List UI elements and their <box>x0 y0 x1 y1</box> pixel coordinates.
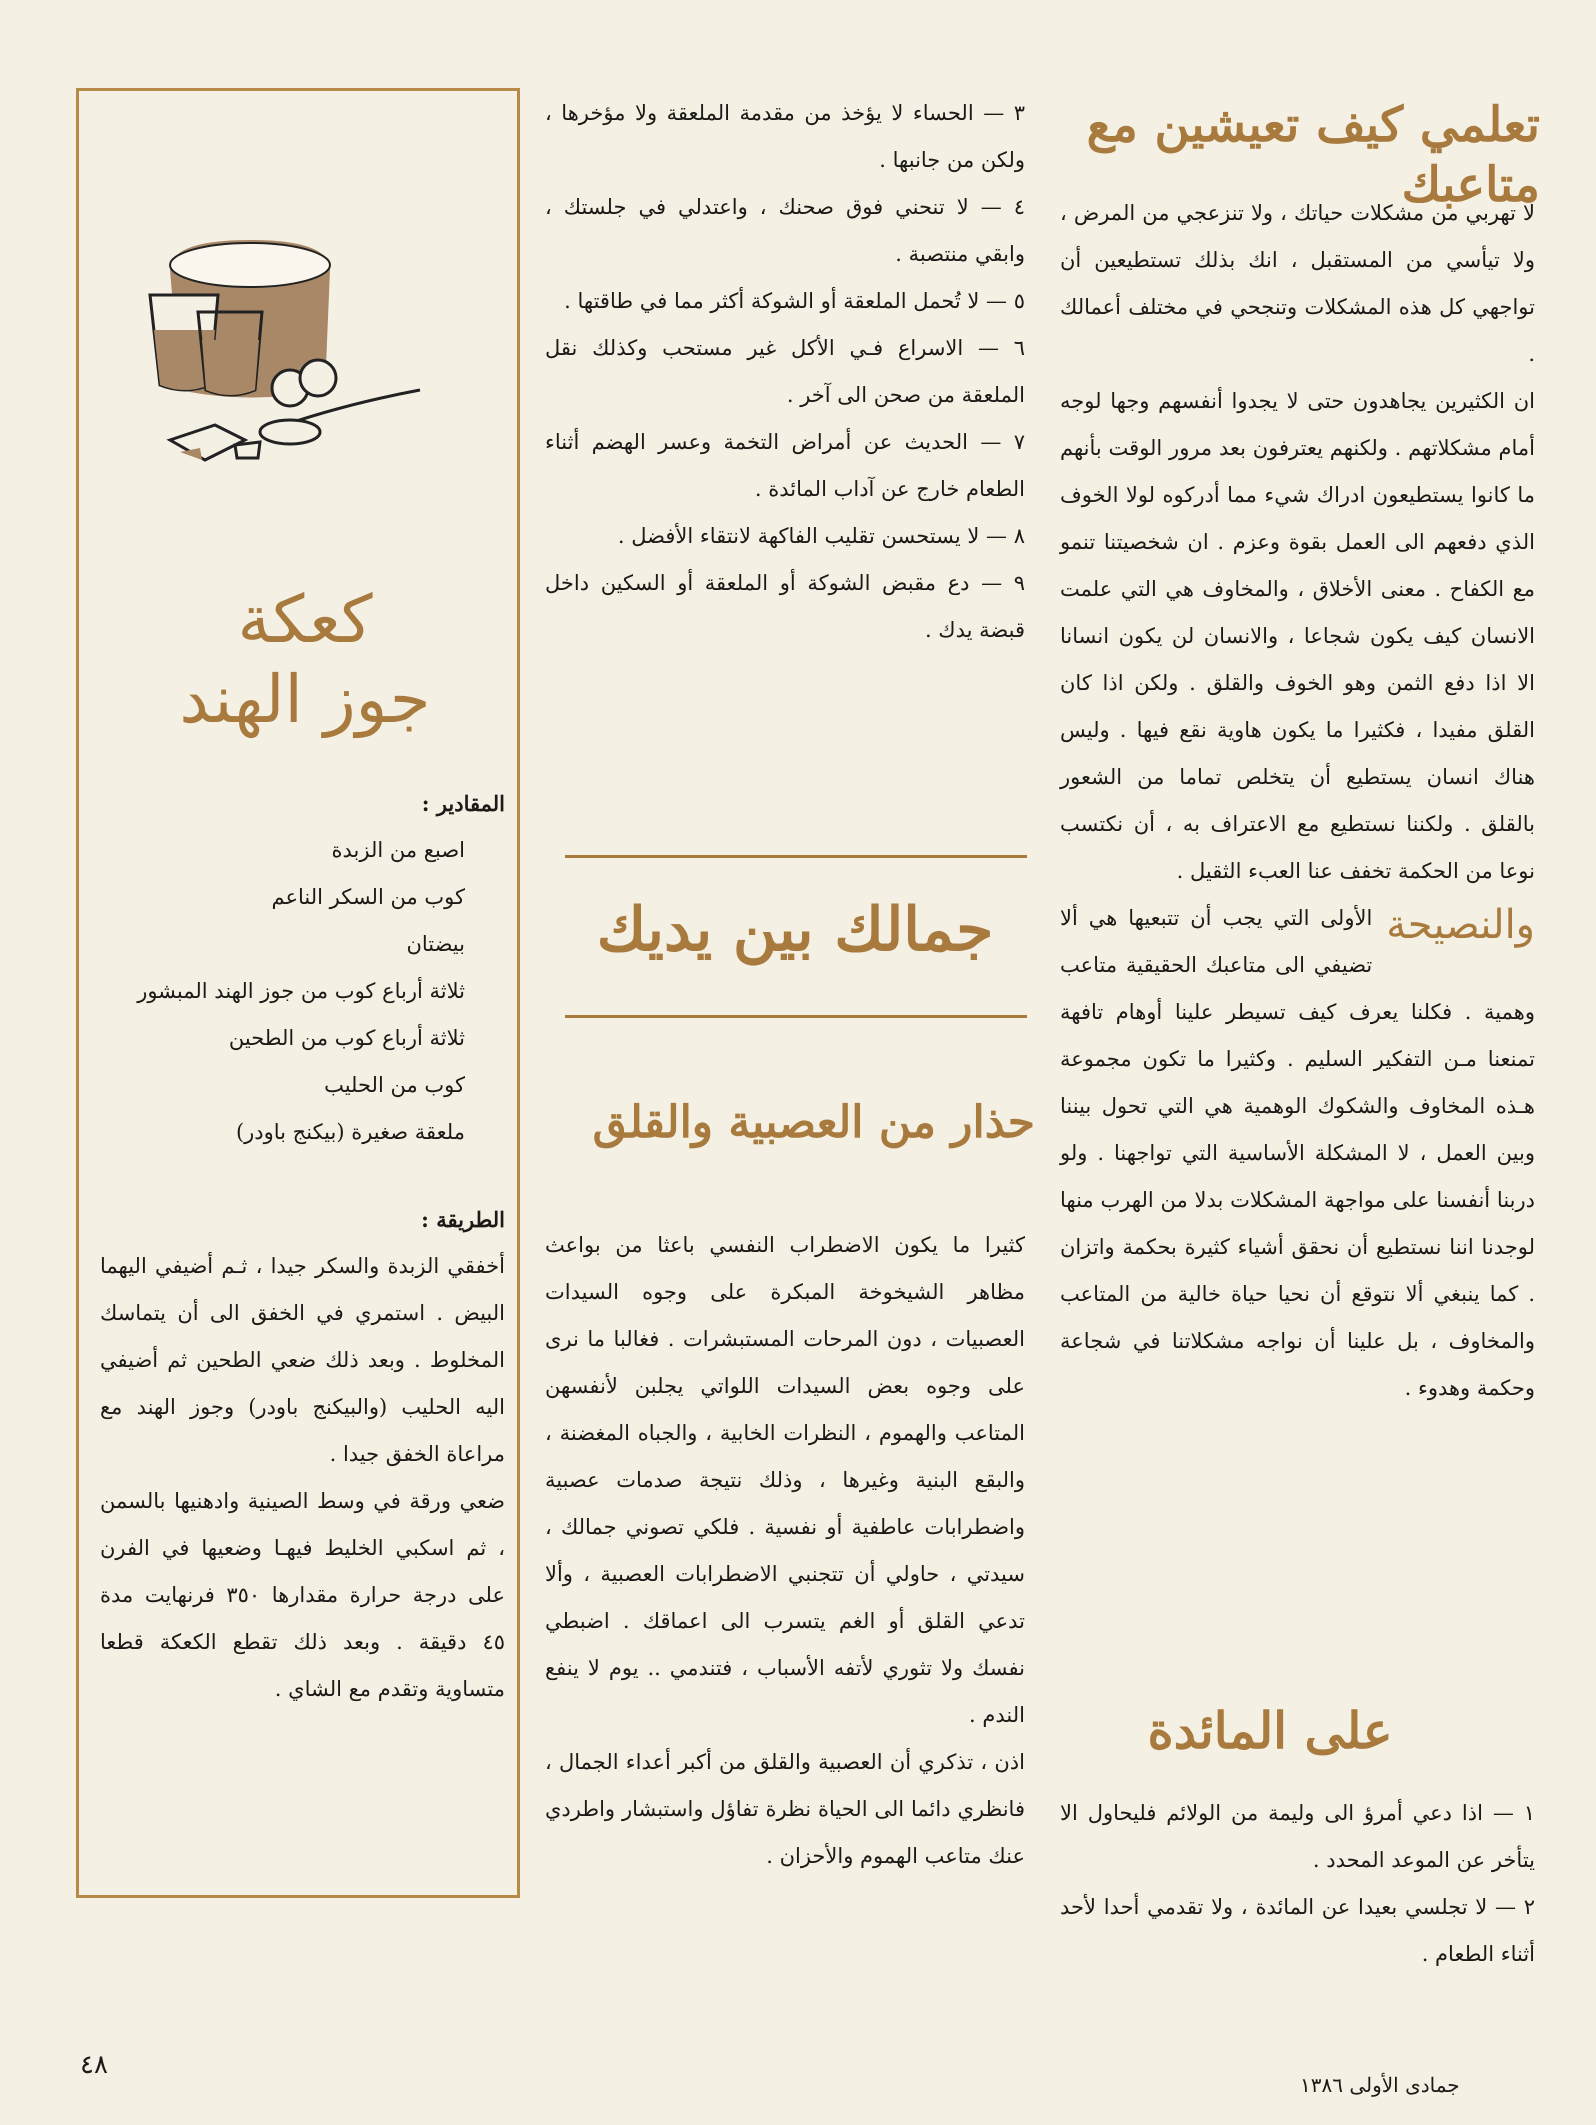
ingredient-item: اصبع من الزبدة <box>331 838 465 862</box>
recipe-title-line: كعكة <box>237 581 373 658</box>
article-title-nervousness: حذار من العصبية والقلق <box>592 1097 1035 1148</box>
tea-cup-illustration <box>140 220 440 490</box>
section-title-table: على المائدة <box>1147 1701 1393 1760</box>
list-item: ٨ — لا يستحسن تقليب الفاكهة لانتقاء الأفضل . <box>617 524 1025 548</box>
list-item: ٥ — لا تُحمل الملعقة أو الشوكة أكثر مما في طاقتها . <box>564 289 1025 313</box>
ingredient-item: كوب من السكر الناعم <box>271 885 465 909</box>
divider <box>565 855 1027 858</box>
list-item: ٣ — الحساء لا يؤخذ من مقدمة الملعقة ولا مؤخرها ، ولكن من جانبها . <box>545 101 1025 172</box>
list-item: ٩ — دع مقبض الشوكة أو الملعقة أو السكين داخل قبضة يدك . <box>545 571 1025 642</box>
ingredient-item: ثلاثة أرباع كوب من الطحين <box>228 1026 465 1050</box>
section-title-beauty: جمالك بين يديك <box>596 895 994 965</box>
ingredient-item: ثلاثة أرباع كوب من جوز الهند المبشور <box>137 979 465 1003</box>
ingredients-heading: المقادير : <box>421 791 505 816</box>
ingredient-item: كوب من الحليب <box>324 1073 465 1097</box>
table-etiquette-list-continued <box>545 90 1025 654</box>
list-item: ٧ — الحديث عن أمراض التخمة وعسر الهضم أثناء الطعام خارج عن آداب المائدة . <box>545 430 1025 501</box>
article-nervousness-body <box>545 1222 1025 1880</box>
article-troubles-body <box>1060 190 1535 1412</box>
list-item: ١ — اذا دعي أمرؤ الى وليمة من الولائم فليحاول الا يتأخر عن الموعد المحدد . <box>1060 1801 1535 1872</box>
ingredient-item: ملعقة صغيرة (بيكنج باودر) <box>235 1120 465 1144</box>
page-number: ٤٨ <box>80 2050 108 2080</box>
method-paragraph: أخفقي الزبدة والسكر جيدا ، ثـم أضيفي اليهما البيض . استمري في الخفق الى أن يتماسك المخلوط . وبعد ذلك ضعي الطحين ثم أضيفي اليه الحليب (والبيكنج باودر) وجوز الهند مع مراعاة الخفق جيدا . <box>100 1254 505 1466</box>
list-item: ٤ — لا تنحني فوق صحنك ، واعتدلي في جلستك ، وابقي منتصبة . <box>545 195 1025 266</box>
ingredient-item: بيضتان <box>406 932 465 956</box>
article-title-troubles: تعلمي كيف تعيشين مع متاعبك <box>1086 97 1540 213</box>
paragraph: ان الكثيرين يجاهدون حتى لا يجدوا أنفسهم وجها لوجه أمام مشكلاتهم . ولكنهم يعترفون بعد مرور الوقت بأنهم ما كانوا يستطيعون ادراك شيء مما أدركوه لولا الخوف الذي دفعهم الى العمل بقوة وعزم . ان شخصيتنا تنمو مع الكفاح . معنى الأخلاق ، والمخاوف هي التي علمت الانسان كيف يكون شجاعا ، والانسان لن يكون انسانا الا اذا دفع الثمن وهو الخوف والقلق . ولكن اذا كان القلق مفيدا ، فكثيرا ما يكون هاوية نقع فيها . وليس هناك انسان يستطيع أن يتخلص تماما من الشعور بالقلق . ولكننا نستطيع مع الاعتراف به ، أن نكتسب نوعا من الحكمة تخفف عنا العبء الثقيل . <box>1060 389 1535 883</box>
recipe-body <box>100 780 505 1713</box>
issue-date: جمادى الأولى ١٣٨٦ <box>1300 2073 1460 2097</box>
advice-paragraph <box>1060 895 1535 1412</box>
method-paragraph: ضعي ورقة في وسط الصينية وادهنيها بالسمن ، ثم اسكبي الخليط فيهـا وضعيها في الفرن على درجة حرارة مقدارها ٣٥٠ فرنهايت مدة ٤٥ دقيقة . وبعد ذلك تقطع الكعكة قطعا متساوية وتقدم مع الشاي . <box>100 1489 505 1701</box>
paragraph: اذن ، تذكري أن العصبية والقلق من أكبر أعداء الجمال ، فانظري دائما الى الحياة نظرة تفاؤل واستبشار واطردي عنك متاعب الهموم والأحزان . <box>545 1750 1025 1868</box>
table-etiquette-list <box>1060 1790 1535 1978</box>
advice-heading: والنصيحة <box>1386 902 1535 948</box>
recipe-title <box>95 580 515 740</box>
advice-text: الأولى التي يجب أن تتبعيها هي ألا تضيفي الى متاعبك الحقيقية متاعب وهمية . فكلنا يعرف كيف تسيطر علينا أوهام تافهة تمنعنا مـن التفكير السليم . وكثيرا ما تكون مجموعة هـذه المخاوف والشكوك الوهمية هي التي تحول بيننا وبين العمل ، لا المشكلة الأساسية التي تواجهنا . ولو دربنا أنفسنا على مواجهة المشكلات بدلا من الهرب منها لوجدنا اننا نستطيع أن نحقق أشياء كثيرة بحكمة واتزان . كما ينبغي ألا نتوقع أن نحيا حياة خالية من المتاعب والمخاوف ، بل علينا أن نواجه مشكلاتنا في شجاعة وحكمة وهدوء . <box>1060 906 1535 1400</box>
ingredients-list <box>100 827 505 1156</box>
divider <box>565 1015 1027 1018</box>
list-item: ٦ — الاسراع فـي الأكل غير مستحب وكذلك نقل الملعقة من صحن الى آخر . <box>545 336 1025 407</box>
recipe-title-line: جوز الهند <box>179 661 431 738</box>
method-heading: الطريقة : <box>421 1207 505 1232</box>
paragraph: كثيرا ما يكون الاضطراب النفسي باعثا من بواعث مظاهر الشيخوخة المبكرة على وجوه السيدات العصبيات ، دون المرحات المستبشرات . فغالبا ما نرى على وجوه بعض السيدات اللواتي يجلبن لأنفسهن المتاعب والهموم ، النظرات الخابية ، والجباه المغضنة ، والبقع البنية وغيرها ، وذلك نتيجة صدمات عصبية واضطرابات عاطفية أو نفسية . فلكي تصوني جمالك ، سيدتي ، حاولي أن تتجنبي الاضطرابات العصبية ، وألا تدعي القلق أو الغم يتسرب الى اعماقك . اضبطي نفسك ولا تثوري لأتفه الأسباب ، فتندمي .. يوم لا ينفع الندم . <box>545 1233 1025 1727</box>
list-item: ٢ — لا تجلسي بعيدا عن المائدة ، ولا تقدمي أحدا لأحد أثناء الطعام . <box>1060 1895 1535 1966</box>
paragraph: لا تهربي من مشكلات حياتك ، ولا تنزعجي من المرض ، ولا تيأسي من المستقبل ، انك بذلك تستطيعين أن تواجهي كل هذه المشكلات وتنجحي في مختلف أعمالك . <box>1060 201 1535 366</box>
